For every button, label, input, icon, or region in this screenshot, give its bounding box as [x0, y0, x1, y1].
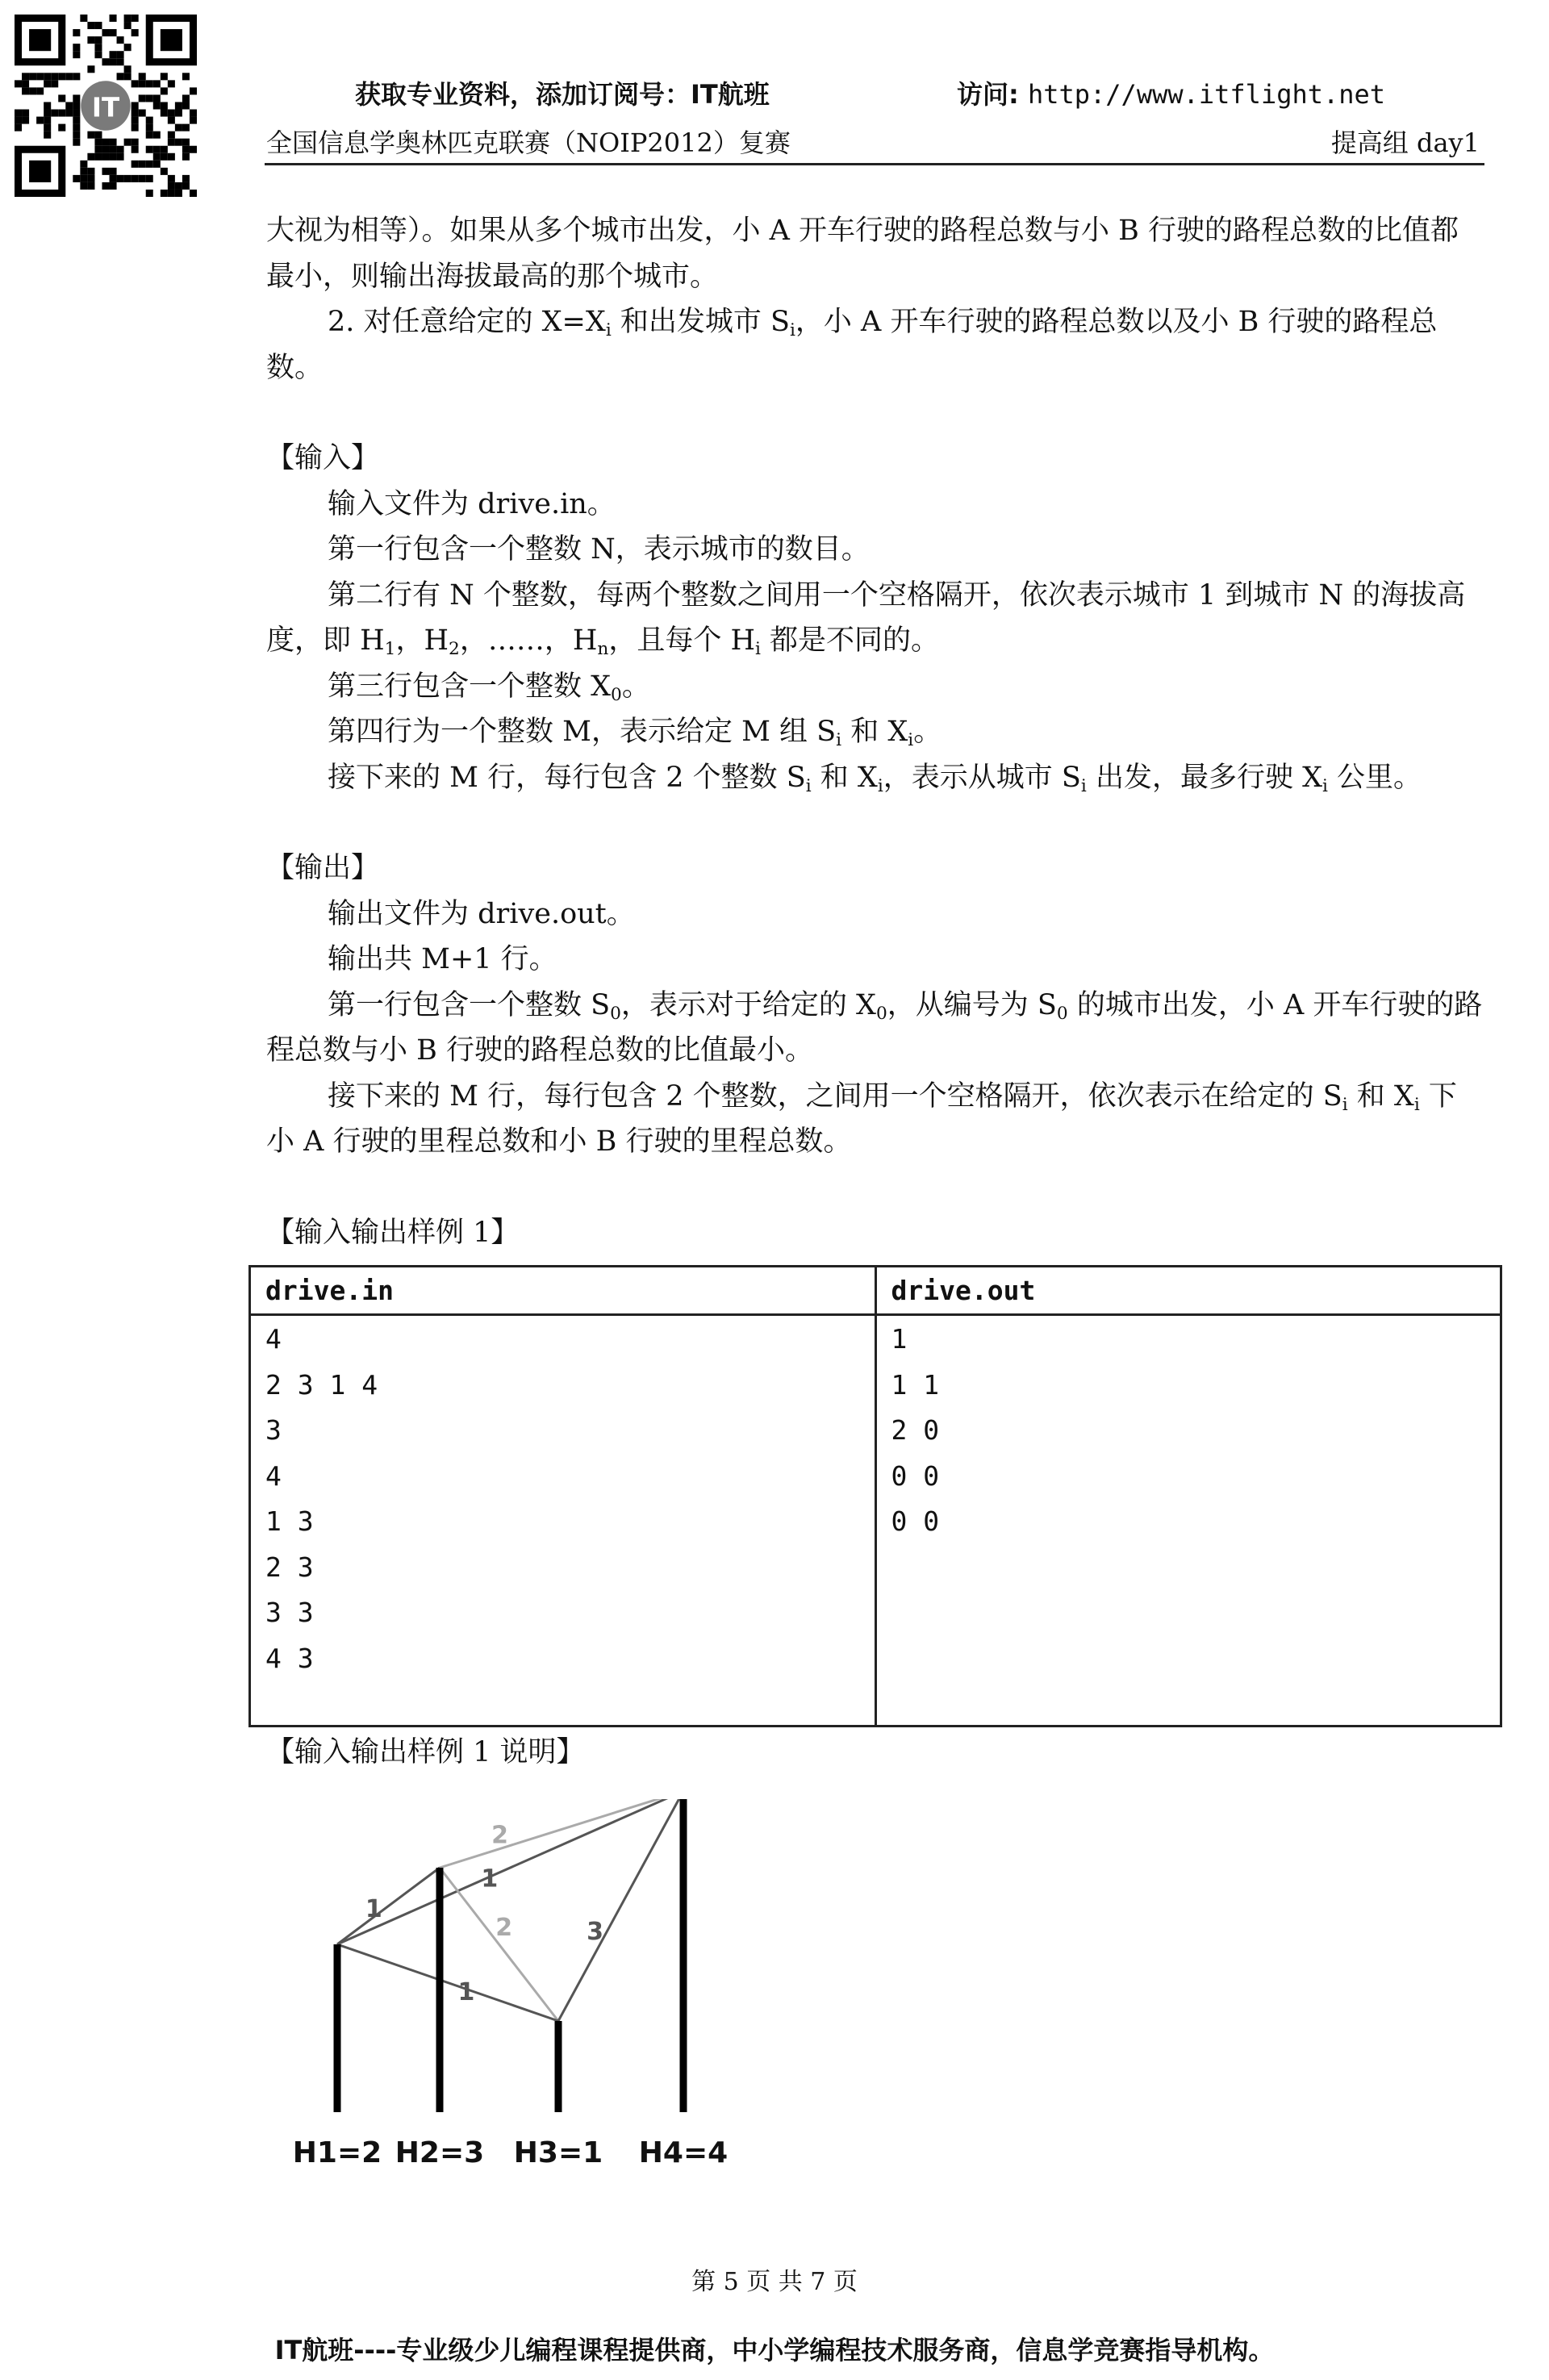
output-line-3: 接下来的 M 行，每行包含 2 个整数，之间用一个空格隔开，依次表示在给定的 $S_i$ 和 $X_i$ 下小 A 行驶的里程总数和小 B 行驶的里程总数。	[266, 1079, 1457, 1158]
sample-input-line: 3	[265, 1414, 282, 1446]
city-height-label: H3=1	[513, 2136, 603, 2169]
sample-explanation-heading: 【输入输出样例 1 说明】	[266, 1736, 585, 1768]
sample-input-line: 4	[265, 1323, 282, 1355]
sample-input-line: 4 3	[265, 1642, 314, 1674]
city-height-label: H4=4	[638, 2136, 729, 2169]
sample-input-line: 4	[265, 1459, 282, 1492]
intro-paragraph: 大视为相等）。如果从多个城市出发，小 A 开车行驶的路程总数与小 B 行驶的路程总数的比值都最小，则输出海拔最高的那个城市。	[266, 215, 1459, 293]
svg-text:IT: IT	[91, 92, 120, 123]
intro-item-2: 2. 对任意给定的 $X=X_i$ 和出发城市 $S_i$，小 A 开车行驶的路程总数以及小 B 行驶的路程总数。	[266, 306, 1438, 384]
table-header-output: drive.out	[875, 1267, 1501, 1315]
input-heading: 【输入】	[266, 442, 380, 474]
sample-output-line: 0 0	[891, 1505, 940, 1537]
promo-url-link[interactable]: http://www.itflight.net	[1027, 79, 1386, 110]
sample-input-line: 2 3 1 4	[265, 1368, 378, 1401]
sample-io-table	[248, 1265, 1502, 1727]
diagram-edge-label: 2	[495, 1913, 513, 1942]
sample-output-line: 1 1	[891, 1368, 940, 1401]
output-line-2: 第一行包含一个整数 $S_0$，表示对于给定的 $X_0$，从编号为 $S_0$ 的城市出发，小 A 开车行驶的路程总数与小 B 行驶的路程总数的比值最小。	[266, 988, 1483, 1067]
header-divider	[265, 163, 1484, 165]
input-line-4: 第四行为一个整数 M，表示给定 M 组 $S_i$ 和 $X_i$。	[328, 716, 942, 751]
input-file: 输入文件为 drive.in。	[328, 487, 616, 520]
diagram-edge-label: 2	[491, 1821, 508, 1850]
promo-visit-label: 访问:	[957, 79, 1019, 110]
output-file: 输出文件为 drive.out。	[328, 897, 635, 930]
sample-output-line: 2 0	[891, 1414, 940, 1446]
table-header-input: drive.in	[250, 1267, 876, 1315]
qr-code	[15, 15, 197, 197]
page-number: 第 5 页 共 7 页	[691, 2268, 858, 2296]
diagram-edge	[337, 1944, 558, 2021]
diagram-edge-label: 1	[365, 1895, 382, 1924]
diagram-edge-label: 1	[481, 1864, 499, 1894]
sample-input-line: 2 3	[265, 1551, 314, 1583]
input-line-3: 第三行包含一个整数 $X_0$。	[328, 670, 650, 705]
footer-text: IT航班----专业级少儿编程课程提供商，中小学编程技术服务商，信息学竞赛指导机构。	[274, 2335, 1275, 2365]
header-title: 全国信息学奥林匹克联赛（NOIP2012）复赛	[266, 127, 791, 158]
diagram-edge-label: 1	[457, 1977, 475, 2006]
promo-subscribe-text: 获取专业资料，添加订阅号：IT航班	[355, 79, 770, 110]
output-line-1: 输出共 M+1 行。	[328, 943, 557, 975]
input-line-2: 第二行有 N 个整数，每两个整数之间用一个空格隔开，依次表示城市 1 到城市 N 的海拔高度，即 $H_1$，$H_2$，……，$H_n$，且每个 $H_i$ 都是不同的。	[266, 578, 1466, 660]
sample-output-line: 0 0	[891, 1459, 940, 1492]
sample-heading: 【输入输出样例 1】	[266, 1216, 520, 1249]
promo-visit	[957, 74, 1385, 111]
problem-body	[266, 208, 1484, 1255]
city-height-label: H2=3	[395, 2136, 485, 2169]
input-line-1: 第一行包含一个整数 N，表示城市的数目。	[328, 533, 870, 566]
header-group: 提高组 day1	[1330, 127, 1480, 158]
sample-input-line: 1 3	[265, 1505, 314, 1537]
sample-output-line: 1	[891, 1323, 908, 1355]
diagram-edge	[558, 1799, 683, 2021]
diagram-edge-label: 3	[587, 1917, 604, 1946]
output-heading: 【输出】	[266, 852, 380, 884]
sample-input-line: 3 3	[265, 1597, 314, 1628]
city-height-diagram	[242, 1799, 807, 2194]
city-height-label: H1=2	[292, 2136, 382, 2169]
input-line-5: 接下来的 M 行，每行包含 2 个整数 $S_i$ 和 $X_i$，表示从城市 $S_i$ 出发，最多行驶 $X_i$ 公里。	[328, 761, 1422, 796]
sample-input-cell	[250, 1315, 876, 1727]
sample-output-cell	[875, 1315, 1501, 1727]
